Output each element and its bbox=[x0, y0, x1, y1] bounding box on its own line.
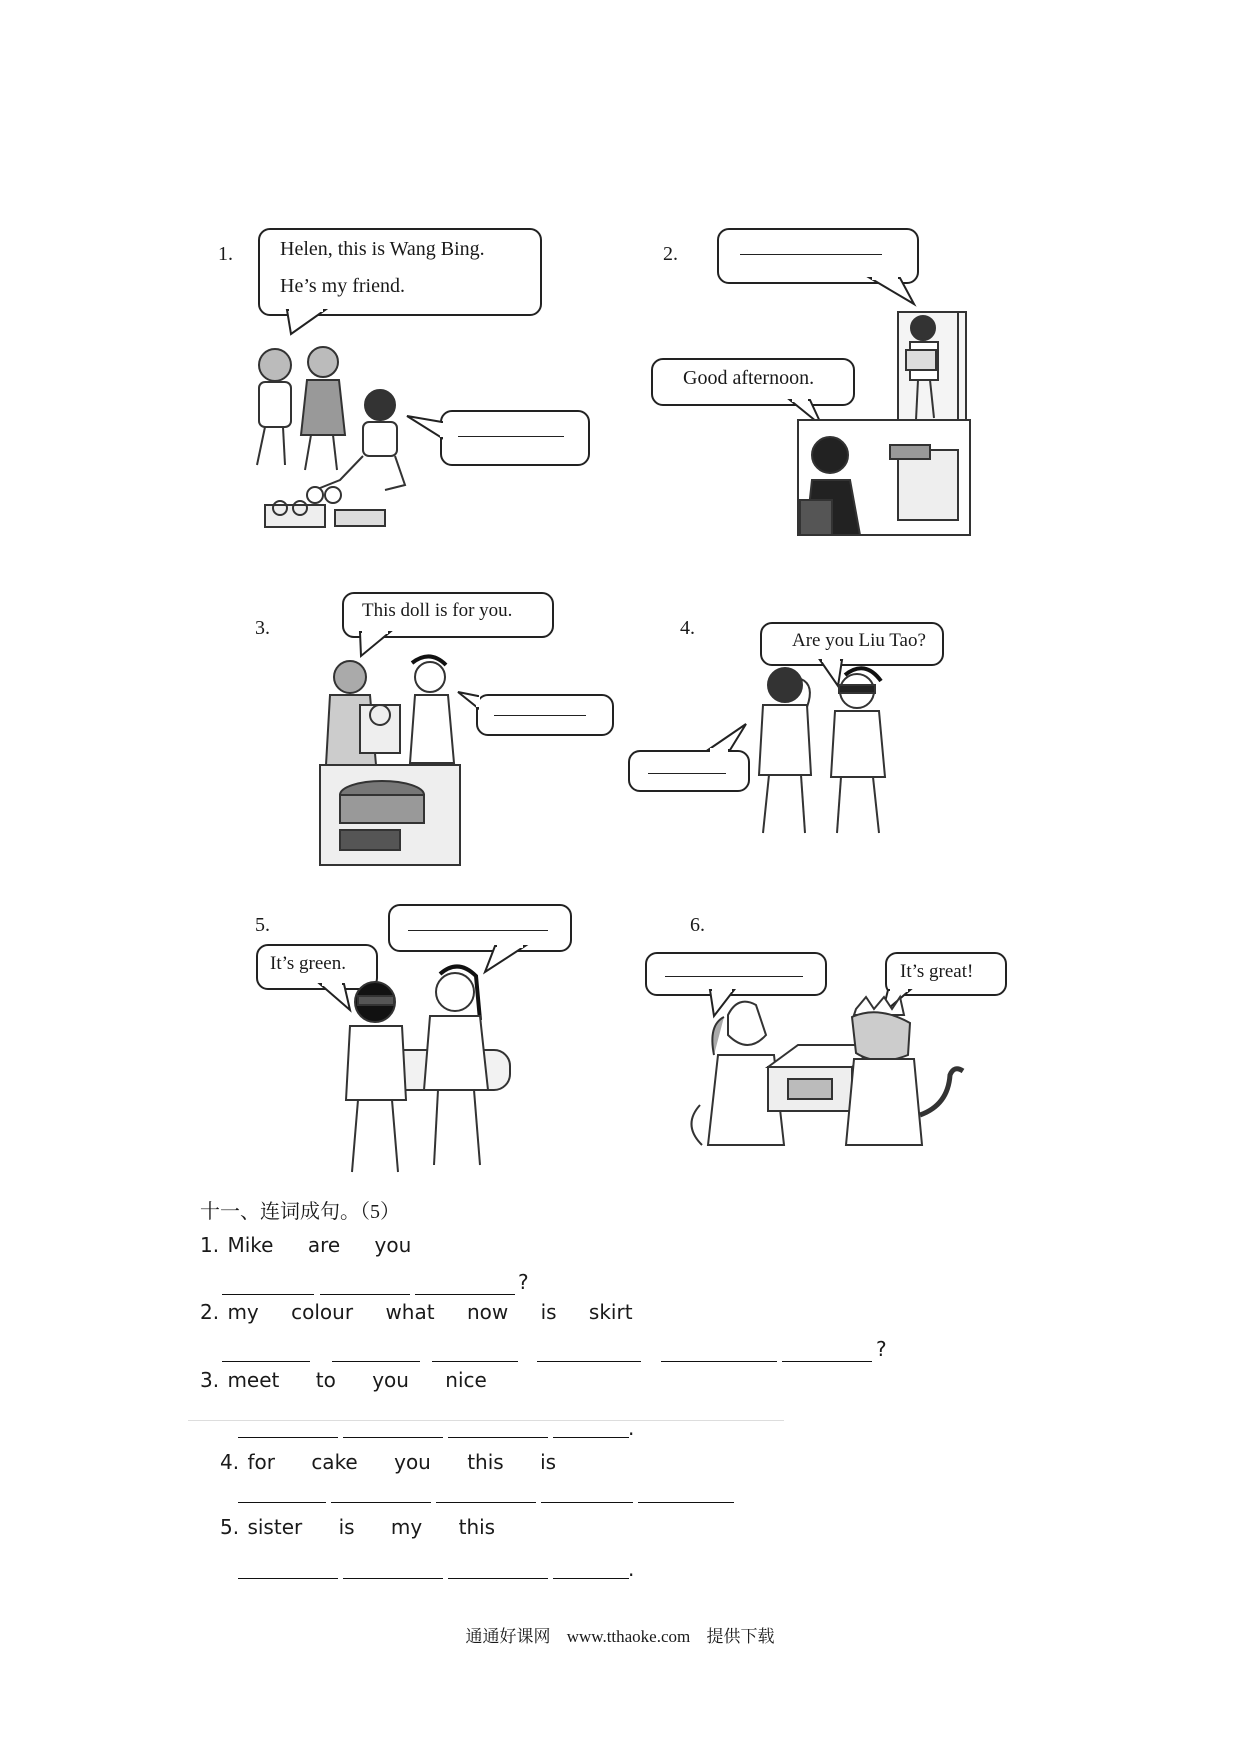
word-chip: my bbox=[227, 1300, 259, 1324]
illustration-dog-cat-gift bbox=[688, 995, 963, 1155]
word-chip: for bbox=[247, 1450, 275, 1474]
dialog-number-5: 5. bbox=[255, 914, 270, 936]
end-punctuation: ? bbox=[518, 1270, 529, 1294]
sentence-item-3 bbox=[200, 1368, 487, 1392]
answer-line bbox=[331, 1502, 431, 1503]
answer-line bbox=[222, 1361, 310, 1362]
end-punctuation: . bbox=[628, 1557, 635, 1581]
bubble-tail-4b bbox=[700, 722, 750, 752]
answer-line bbox=[553, 1437, 629, 1438]
illustration-friends-picnic bbox=[245, 340, 425, 540]
item-number: 2. bbox=[200, 1300, 220, 1324]
answer-line bbox=[332, 1361, 420, 1362]
answer-line bbox=[782, 1361, 872, 1362]
section-title: 十一、连词成句。（5） bbox=[200, 1201, 400, 1223]
answer-line bbox=[537, 1361, 641, 1362]
answer-line bbox=[448, 1578, 548, 1579]
bubble-tail-1a bbox=[285, 310, 345, 336]
word-chip: sister bbox=[247, 1515, 303, 1539]
illustration-doll-gift bbox=[320, 655, 460, 865]
page-footer bbox=[0, 1622, 1240, 1647]
answer-line bbox=[553, 1578, 629, 1579]
answer-line bbox=[661, 1361, 777, 1362]
word-chip: cake bbox=[311, 1450, 358, 1474]
word-chip: this bbox=[467, 1450, 504, 1474]
answer-line bbox=[448, 1437, 548, 1438]
answer-line bbox=[541, 1502, 633, 1503]
footer-action-text: 提供下载 bbox=[706, 1627, 775, 1646]
word-chip: you bbox=[374, 1233, 412, 1257]
word-chip: my bbox=[390, 1515, 423, 1539]
answer-line bbox=[432, 1361, 518, 1362]
answer-line bbox=[238, 1437, 338, 1438]
footer-site-name: 通通好课网 bbox=[465, 1627, 551, 1646]
bubble-text-2b: Good afternoon. bbox=[683, 367, 815, 389]
illustration-office-greeting bbox=[798, 310, 970, 535]
answer-line bbox=[415, 1294, 515, 1295]
word-chip: nice bbox=[445, 1368, 487, 1392]
section-divider bbox=[188, 1420, 784, 1421]
end-punctuation: ? bbox=[876, 1337, 887, 1361]
dialog-number-2: 2. bbox=[663, 243, 678, 265]
item-number: 5. bbox=[220, 1515, 240, 1539]
word-chip: this bbox=[458, 1515, 496, 1539]
word-chip: to bbox=[315, 1368, 336, 1392]
answer-blank-3 bbox=[494, 715, 586, 716]
footer-url-link[interactable]: www.tthaoke.com bbox=[566, 1627, 691, 1646]
answer-line bbox=[238, 1502, 326, 1503]
word-chip: now bbox=[466, 1300, 509, 1324]
speech-bubble-4b bbox=[628, 750, 750, 792]
speech-bubble-2a bbox=[717, 228, 919, 284]
sentence-item-5 bbox=[220, 1515, 495, 1539]
answer-line bbox=[343, 1437, 443, 1438]
bubble-text-5b: It’s green. bbox=[270, 953, 346, 974]
answer-blank-6 bbox=[665, 976, 803, 977]
word-chip: colour bbox=[291, 1300, 354, 1324]
dialog-number-4: 4. bbox=[680, 617, 695, 639]
answer-line bbox=[436, 1502, 536, 1503]
answer-line bbox=[238, 1578, 338, 1579]
answer-blank-2 bbox=[740, 254, 882, 255]
word-chip: what bbox=[385, 1300, 435, 1324]
item-number: 1. bbox=[200, 1233, 220, 1257]
word-chip: skirt bbox=[588, 1300, 633, 1324]
illustration-blindfold-game bbox=[745, 665, 905, 840]
item-number: 4. bbox=[220, 1450, 240, 1474]
speech-bubble-5a bbox=[388, 904, 572, 952]
dialog-number-1: 1. bbox=[218, 243, 233, 265]
bubble-text-4a: Are you Liu Tao? bbox=[792, 630, 926, 651]
answer-line bbox=[222, 1294, 314, 1295]
word-chip: Mike bbox=[227, 1233, 274, 1257]
bubble-text-3a: This doll is for you. bbox=[362, 600, 513, 621]
answer-blank-4 bbox=[648, 773, 726, 774]
answer-blank-5 bbox=[408, 930, 548, 931]
dialog-number-3: 3. bbox=[255, 617, 270, 639]
word-chip: meet bbox=[227, 1368, 280, 1392]
answer-blank-1 bbox=[458, 436, 564, 437]
word-chip: is bbox=[540, 1450, 557, 1474]
bubble-text-6b: It’s great! bbox=[900, 961, 974, 982]
bubble-text-1a-line1: Helen, this is Wang Bing. bbox=[280, 238, 485, 260]
sentence-item-4 bbox=[220, 1450, 556, 1474]
end-punctuation: . bbox=[628, 1416, 635, 1440]
word-chip: is bbox=[338, 1515, 355, 1539]
word-chip: are bbox=[307, 1233, 341, 1257]
answer-line bbox=[638, 1502, 734, 1503]
illustration-colour-guess bbox=[330, 960, 510, 1180]
bubble-text-1a-line2: He’s my friend. bbox=[280, 275, 405, 297]
word-chip: you bbox=[372, 1368, 409, 1392]
dialog-number-6: 6. bbox=[690, 914, 705, 936]
answer-line bbox=[343, 1578, 443, 1579]
speech-bubble-1b bbox=[440, 410, 590, 466]
answer-line bbox=[320, 1294, 410, 1295]
bubble-tail-2a bbox=[870, 278, 920, 308]
sentence-item-1 bbox=[200, 1233, 411, 1257]
word-chip: is bbox=[540, 1300, 557, 1324]
sentence-item-2 bbox=[200, 1300, 633, 1324]
item-number: 3. bbox=[200, 1368, 220, 1392]
word-chip: you bbox=[394, 1450, 431, 1474]
